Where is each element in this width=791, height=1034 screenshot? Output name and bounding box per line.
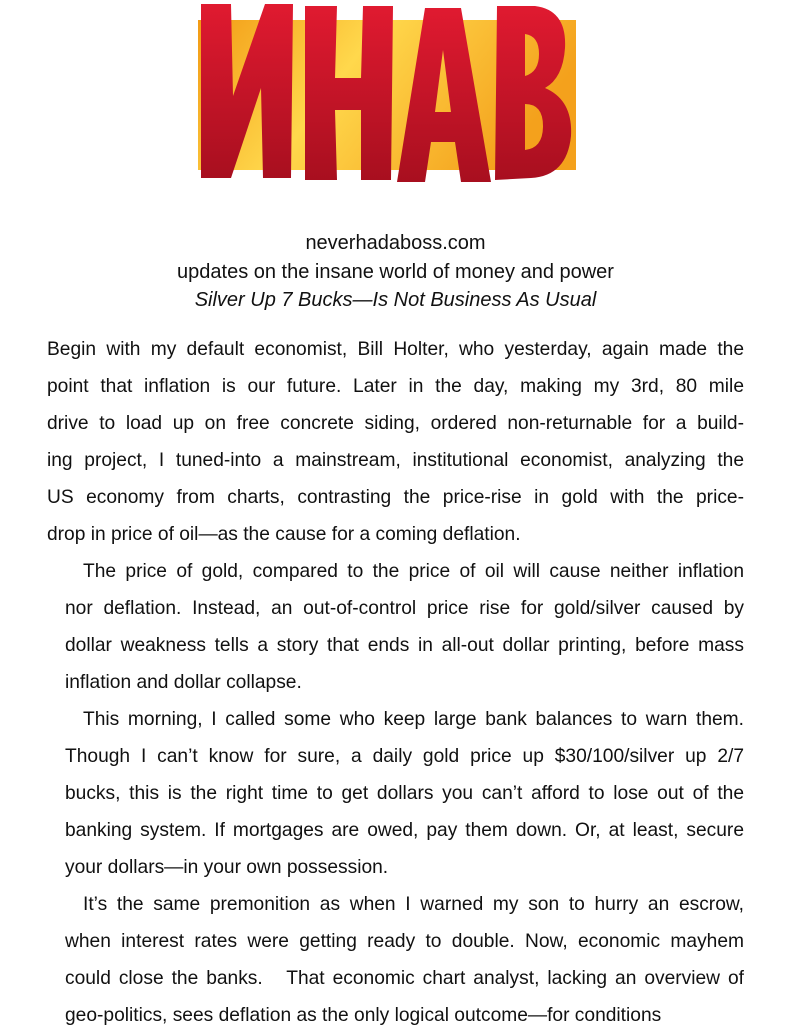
article-body bbox=[47, 331, 744, 1034]
text-line: when interest rates were getting ready to double. Now, economic mayhem bbox=[65, 931, 744, 952]
text-line: inflation and dollar collapse. bbox=[65, 672, 302, 693]
text-line: Though I can’t know for sure, a daily gold price up $30/100/silver up 2/7 bbox=[65, 746, 744, 767]
text-line: point that inflation is our future. Later in the day, making my 3rd, 80 mile bbox=[47, 376, 744, 397]
nhab-logo-graphic bbox=[195, 0, 579, 186]
text-line: bucks, this is the right time to get dollars you can’t afford to lose out of the bbox=[65, 783, 744, 804]
text-line: could close the banks. That economic chart analyst, lacking an overview of bbox=[65, 968, 744, 989]
text-line: nor deflation. Instead, an out-of-control price rise for gold/silver caused by bbox=[65, 598, 744, 619]
text-line: dollar weakness tells a story that ends in all-out dollar printing, before mass bbox=[65, 635, 744, 656]
text-line: drive to load up on free concrete siding, ordered non-returnable for a build- bbox=[47, 413, 744, 434]
text-line: ing project, I tuned-into a mainstream, institutional economist, analyzing the bbox=[47, 450, 744, 471]
text-line: banking system. If mortgages are owed, pay them down. Or, at least, secure bbox=[65, 820, 744, 841]
text-line: This morning, I called some who keep large bank balances to warn them. bbox=[83, 709, 744, 730]
nhab-logo bbox=[195, 0, 579, 186]
paragraph-1 bbox=[47, 331, 744, 553]
paragraph-4 bbox=[47, 886, 744, 1034]
article-title: Silver Up 7 Bucks—Is Not Business As Usual bbox=[194, 289, 597, 311]
text-line: It’s the same premonition as when I warned my son to hurry an escrow, bbox=[83, 894, 744, 915]
text-line: US economy from charts, contrasting the price-rise in gold with the price- bbox=[47, 487, 744, 508]
text-line: drop in price of oil—as the cause for a coming deflation. bbox=[47, 524, 521, 545]
paragraph-3 bbox=[47, 701, 744, 886]
page-header bbox=[0, 229, 791, 315]
text-line: geo-politics, sees deflation as the only logical outcome—for conditions bbox=[65, 1005, 662, 1026]
site-tagline: updates on the insane world of money and power bbox=[177, 260, 614, 283]
text-line: Begin with my default economist, Bill Holter, who yesterday, again made the bbox=[47, 339, 744, 360]
paragraph-2 bbox=[47, 553, 744, 701]
text-line: The price of gold, compared to the price of oil will cause neither inflation bbox=[83, 561, 744, 582]
site-name: neverhadaboss.com bbox=[305, 232, 486, 254]
text-line: your dollars—in your own possession. bbox=[65, 857, 389, 878]
